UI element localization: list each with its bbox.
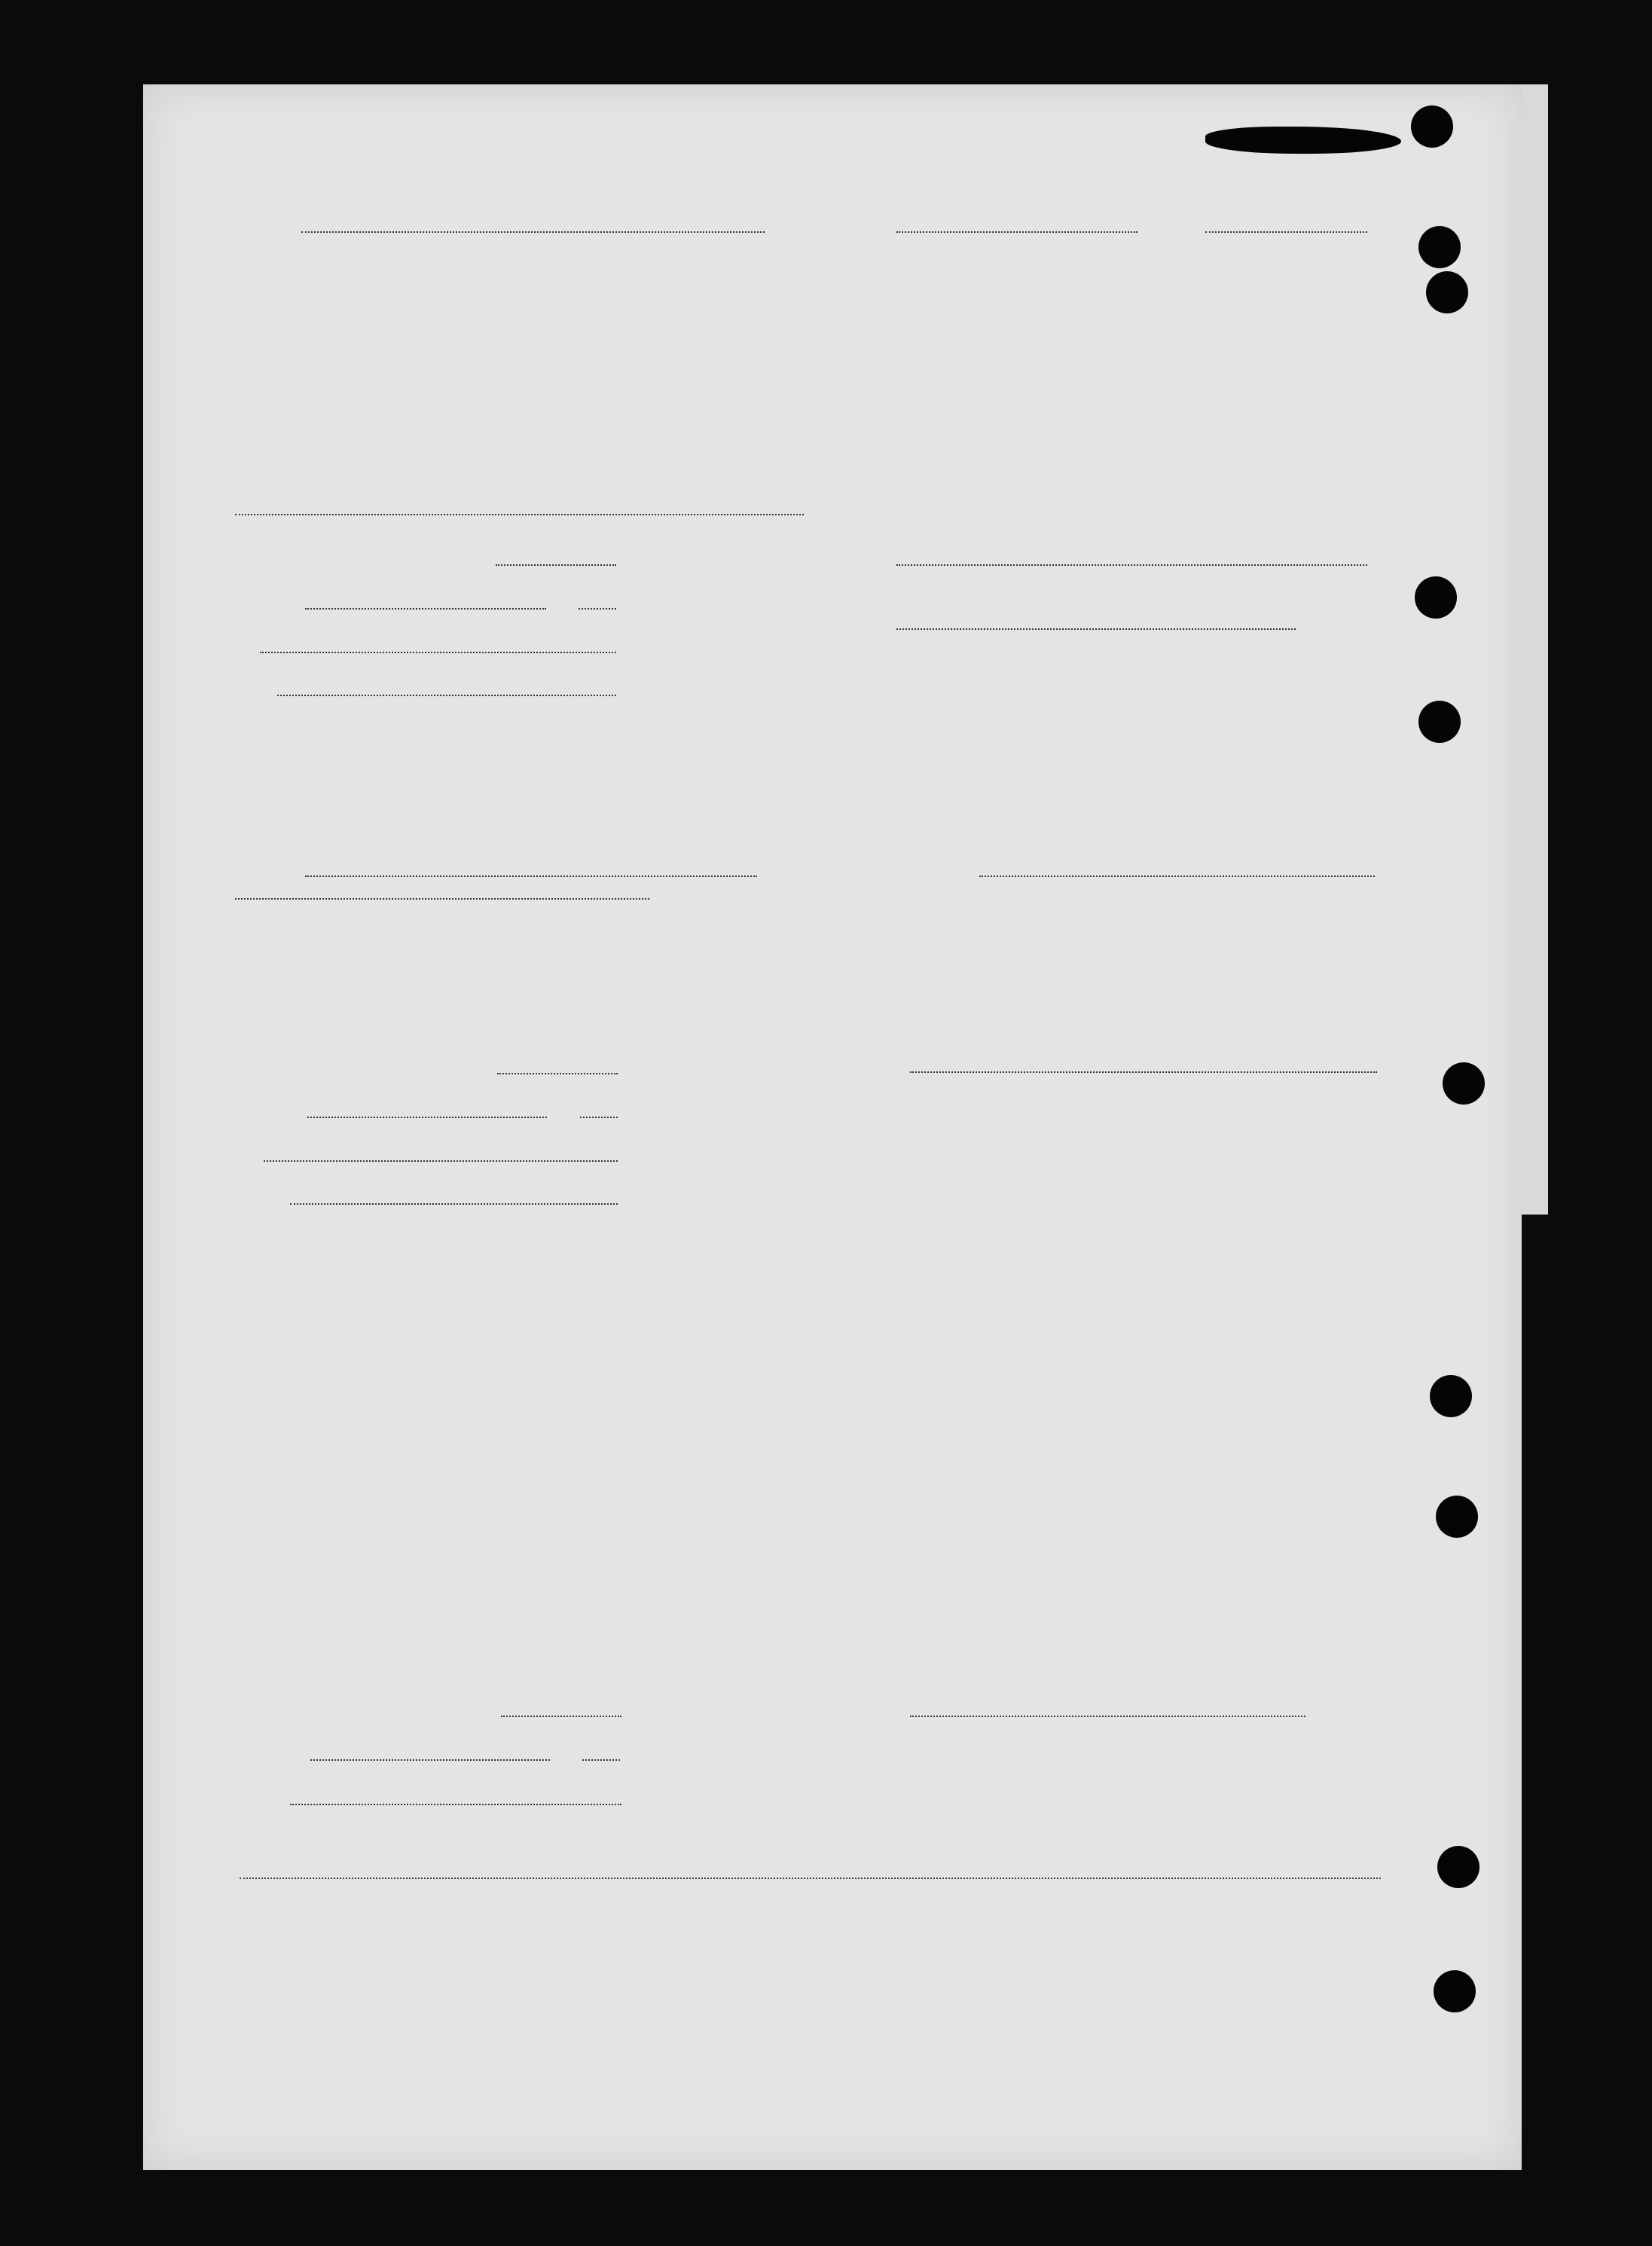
s2-year-line	[580, 1117, 618, 1118]
punch-hole	[1418, 226, 1461, 268]
punch-hole	[1434, 1970, 1476, 2012]
s3-day-line	[310, 1759, 550, 1761]
punch-hole	[1443, 1062, 1485, 1105]
s2-surgeon-signature-line	[910, 1071, 1377, 1073]
punch-hole	[1418, 701, 1461, 743]
s2-vessel-line	[979, 875, 1375, 877]
punch-hole	[1426, 271, 1468, 313]
s1-address-line	[235, 514, 804, 515]
s1-officer-signature-line	[896, 564, 1367, 566]
punch-hole	[1411, 105, 1453, 148]
bottom-rule	[240, 1878, 1381, 1879]
s2-sworn-line	[497, 1073, 618, 1074]
s1-at-line	[260, 652, 616, 653]
punch-hole	[1436, 1496, 1478, 1538]
s1-from-line	[1205, 231, 1367, 233]
s3-sworn-line	[501, 1716, 621, 1717]
form-sheet	[143, 84, 1522, 2170]
s2-day-line	[307, 1117, 547, 1118]
s2-inspector-line	[290, 1203, 618, 1205]
punch-hole	[1437, 1846, 1479, 1888]
s1-day-line	[305, 608, 546, 610]
s3-collector-line	[290, 1804, 621, 1805]
punch-hole	[1430, 1375, 1472, 1417]
s1-vessel-line	[896, 231, 1137, 233]
s1-name-line	[301, 231, 765, 233]
s2-at-line	[264, 1160, 618, 1162]
s2-name-line	[305, 875, 757, 877]
s3-master-line	[910, 1716, 1305, 1717]
ink-smudge	[1205, 127, 1401, 154]
s2-capacity-line	[235, 898, 649, 900]
s3-year-line	[582, 1759, 620, 1761]
punch-hole	[1415, 576, 1457, 619]
s1-year-line	[579, 608, 616, 610]
s1-officer-line	[896, 628, 1296, 630]
s1-inspector-line	[277, 695, 616, 696]
s1-sworn-line	[496, 564, 616, 566]
